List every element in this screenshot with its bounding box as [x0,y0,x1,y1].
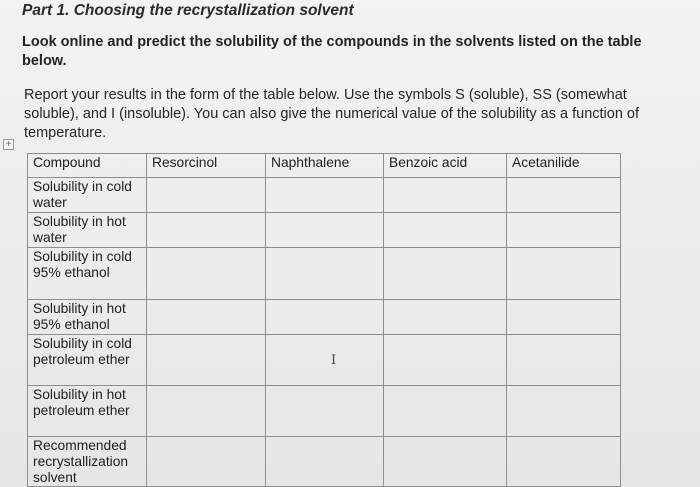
table-cell[interactable] [266,437,384,487]
row-label: Solubility in cold 95% ethanol [28,248,147,300]
solubility-table [27,153,621,487]
table-cell[interactable] [507,335,621,386]
table-cell[interactable] [147,178,266,213]
table-cell[interactable] [266,335,384,386]
row-label: Solubility in hot petroleum ether [28,386,147,437]
table-cell[interactable] [147,335,266,386]
header-resorcinol: Resorcinol [147,154,266,178]
report-instructions: Report your results in the form of the table below. Use the symbols S (soluble), SS (somewhat soluble), and I (insoluble). You can also give the numerical value of the solubility as a function of temperature. [24,87,640,141]
table-cell[interactable] [266,386,384,437]
table-cell[interactable] [266,300,384,335]
table-row [28,248,621,300]
text-cursor-icon: I [331,353,337,368]
table-row [28,178,621,213]
row-label: Solubility in cold petroleum ether [28,335,147,386]
table-cell[interactable] [507,437,621,487]
row-label: Solubility in cold water [28,178,147,213]
row-label: Solubility in hot 95% ethanol [28,300,147,335]
table-cell[interactable] [147,386,266,437]
table-cell[interactable] [147,248,266,300]
table-cell[interactable] [384,437,507,487]
row-label: Recommended recrystallization solvent [28,437,147,487]
table-cell[interactable] [507,178,621,213]
table-cell[interactable] [147,213,266,248]
table-cell[interactable] [147,300,266,335]
table-row [28,335,621,386]
table-row [28,213,621,248]
table-cell[interactable] [384,248,507,300]
table-cell[interactable] [507,248,621,300]
table-cell[interactable] [384,178,507,213]
header-compound: Compound [28,154,147,178]
table-row [28,437,621,487]
table-header-row [28,154,621,178]
table-cell[interactable] [384,300,507,335]
table-row [28,386,621,437]
table-cell[interactable] [266,213,384,248]
header-benzoic-acid: Benzoic acid [384,154,507,178]
part-title: Part 1. Choosing the recrystallization solvent [22,2,354,19]
instructions-text: Look online and predict the solubility of the compounds in the solvents listed on the table below. [22,34,642,69]
table-cell[interactable] [147,437,266,487]
table-cell[interactable] [507,213,621,248]
table-cell[interactable] [266,248,384,300]
table-cell[interactable] [507,300,621,335]
table-cell[interactable] [266,178,384,213]
table-cell[interactable] [384,386,507,437]
header-naphthalene: Naphthalene [266,154,384,178]
table-cell[interactable] [384,213,507,248]
table-row [28,300,621,335]
row-label: Solubility in hot water [28,213,147,248]
header-acetanilide: Acetanilide [507,154,621,178]
expand-table-icon[interactable]: + [3,139,14,150]
table-cell[interactable] [507,386,621,437]
table-cell[interactable] [384,335,507,386]
